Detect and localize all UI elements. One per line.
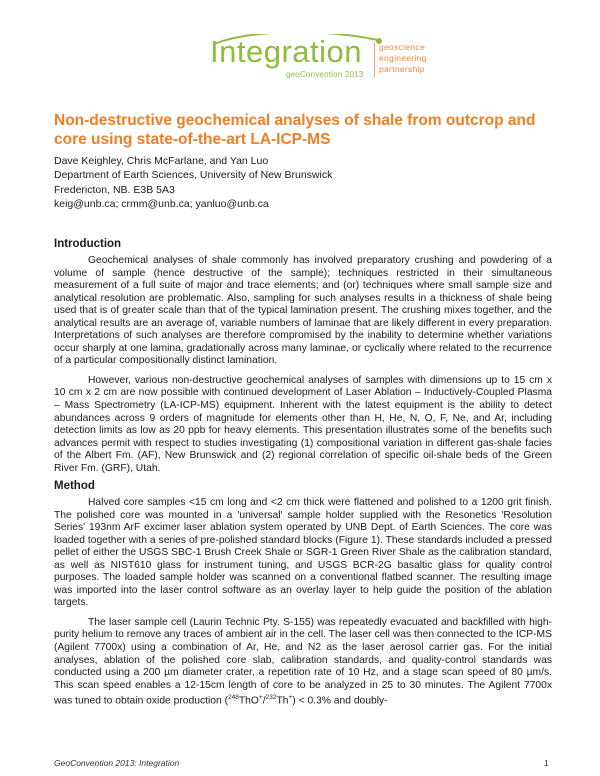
- logo-tag-line: partnership: [379, 64, 425, 74]
- paragraph-text: The laser sample cell (Laurin Technic Pty. S-155) was repeatedly evacuated and backfilled with high-purity helium to remove any traces of ambient air in the cell. The laser cell was then connected to the ICP-MS (Agilent 7700x) using a combination of Ar, He, and N2 as the laser aerosol carrier gas. For the initial analyses, ablation of the polished core slab, calibration standards, and quality-control standards was conducted using a 200 µm diameter crater, a repetition rate of 10 Hz, and a stage scan speed of 80 µm/s. This scan speed enables a 12-15cm length of core to be analyzed in 25 to 30 minutes. The Agilent 7700x was tuned to obtain oxide production (: [54, 616, 552, 707]
- logo-divider: [374, 42, 375, 78]
- paragraph: Halved core samples <15 cm long and <2 cm thick were flattened and polished to a 1200 grit finish. The polished core was mounted in a 'universal' sample holder supplied with the Resonetics 'Resolution Series' 193nm ArF excimer laser ablation system operated by UNB Dept. of Earth Sciences. The core was loaded together with a series of pre-polished standard blocks (Figure 1). These standards included a pressed pellet of either the USGS SBC-1 Brush Creek Shale or SGR-1 Green River Shale as the calibration standard, as well as NIST610 glass for instrument tuning, and USGS BCR-2G basaltic glass for quality control purposes. The loaded sample holder was scanned on a conventional flatbed scanner. The resulting image was imported into the laser control software as an overlay layer to help guide the position of the ablation targets.: [54, 497, 552, 609]
- element-formula: Th: [276, 695, 289, 707]
- paragraph: However, various non-destructive geochemical analyses of samples with dimensions up to 15 cm x 10 cm x 2 cm are now possible with continued development of Laser Ablation – Inductively-Coupled Plasma – Mass Spectrometry (LA-ICP-MS) equipment. Inherent with the latest equipment is the ability to detect abundances across 9 orders of magnitude for elements other than H, He, N, O, F, Ne, and Ar, including detection limits as low as 20 ppb for heavy elements. This presentation illustrates some of the benefits such advances permit with respect to studies investigating (1) compositional variation in different gas-shale facies of the Albert Fm. (AF), New Brunswick and (2) regional correlation of specific oil-shale beds of the Green River Fm. (GRF), Utah.: [54, 374, 552, 474]
- isotope-superscript: 248: [228, 694, 239, 702]
- logo-wordmark: Integration: [210, 34, 362, 69]
- introduction-heading: Introduction: [54, 238, 122, 250]
- logo-tag-line: engineering: [379, 53, 427, 63]
- ratio-slash: /: [262, 695, 266, 707]
- address: Fredericton, NB. E3B 5A3: [54, 183, 175, 196]
- author-block: [54, 154, 332, 212]
- affiliation: Department of Earth Sciences, University of New Brunswick: [54, 169, 333, 182]
- paragraph: [54, 617, 552, 708]
- footer-conference: GeoConvention 2013: Integration: [54, 758, 180, 768]
- emails: keig@unb.ca; crmm@unb.ca; yanluo@unb.ca: [54, 198, 269, 211]
- logo-tagline: [379, 42, 427, 75]
- paper-title: Non-destructive geochemical analyses of shale from outcrop and core using state-of-the-art LA-ICP-MS: [54, 112, 536, 148]
- logo-subtitle: geoConvention 2013: [286, 70, 364, 79]
- charge-superscript: +: [288, 694, 293, 702]
- method-body: [54, 497, 552, 708]
- page-number: 1: [544, 758, 549, 768]
- paragraph: Geochemical analyses of shale commonly has involved preparatory crushing and powdering of a volume of sample (hence destructive of the sample); techniques restricted in their simultaneous measurement of a full suite of major and trace elements; and (or) techniques where small sample size and analytical resolution are problematic. Also, sampling for such analyses results in a thickness of shale being used that is of greater scale than that of the typical lamination present. The crushing mixes together, and the analytical results are an average of, variable numbers of laminae that are likely different in every preparation. Interpretations of such analyses are therefore compromised by the inability to determine whether variations occur sharply at one lamina, gradationally across many laminae, or cyclically where related to the recurrence of a particular compositionally distinct lamination.: [54, 255, 552, 367]
- paragraph-text: ) < 0.3% and doubly-: [292, 695, 388, 707]
- introduction-body: [54, 255, 552, 475]
- isotope-superscript: 232: [265, 694, 277, 702]
- charge-superscript: +: [258, 694, 263, 702]
- logo-tag-line: geoscience: [379, 42, 426, 52]
- authors: Dave Keighley, Chris McFarlane, and Yan Luo: [54, 155, 269, 167]
- method-heading: Method: [54, 480, 95, 492]
- oxide-formula: ThO: [238, 695, 259, 707]
